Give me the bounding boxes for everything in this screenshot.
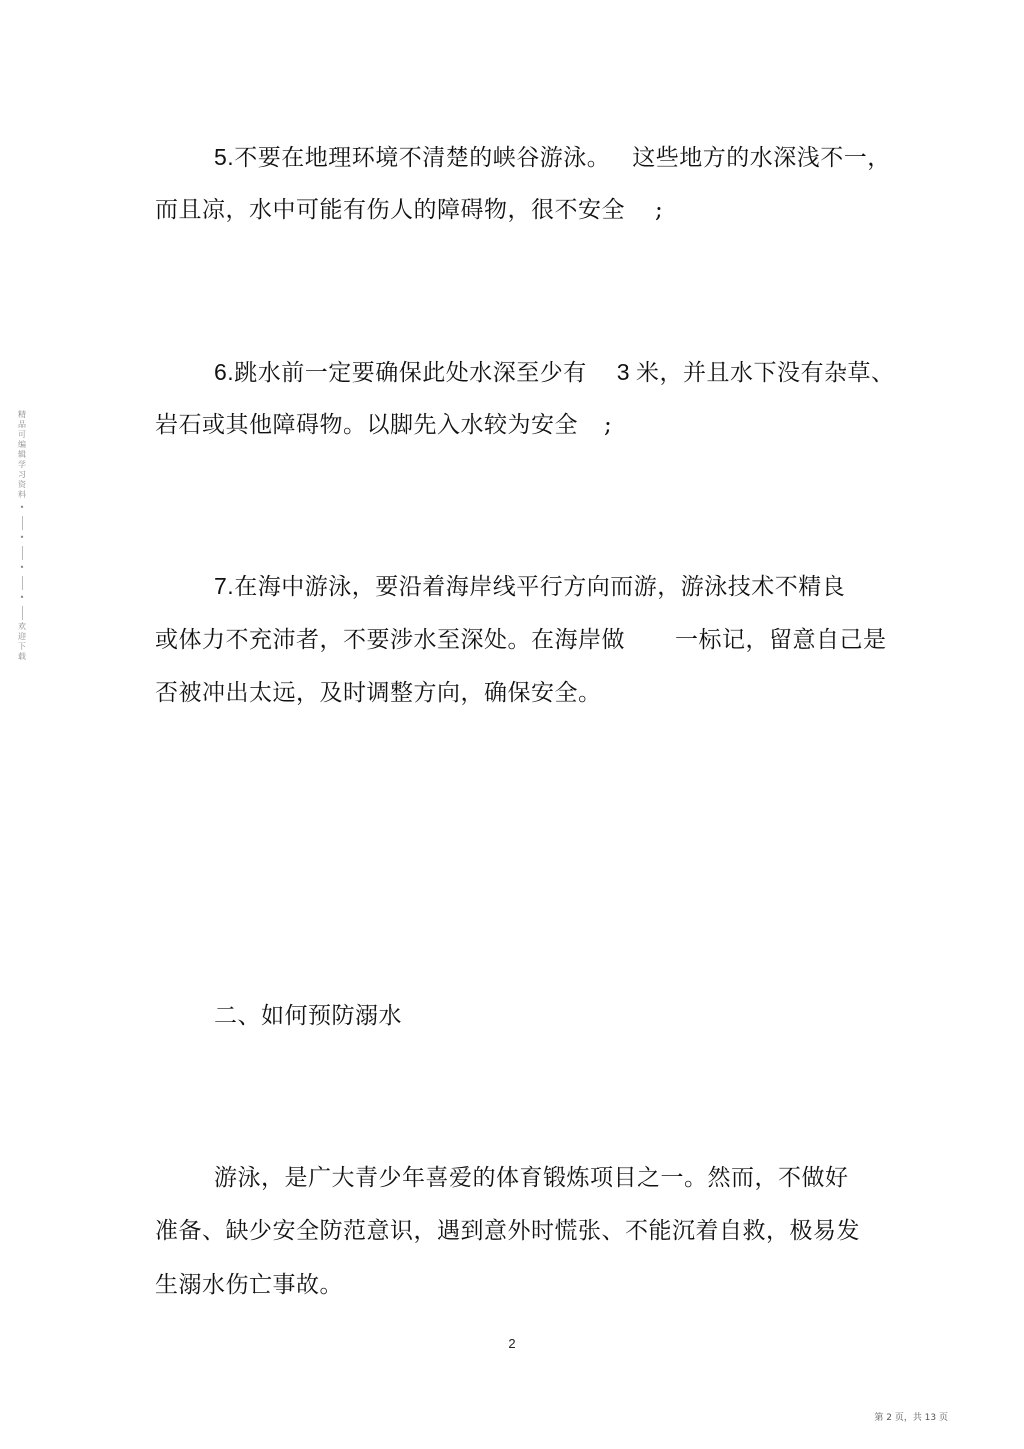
item7-text-b: 或体力不充沛者，不要涉水至深处。在海岸做 — [155, 627, 625, 653]
page-number: 2 — [508, 1336, 516, 1351]
margin-rule — [22, 606, 23, 620]
item6-depth: 3 — [616, 359, 630, 385]
item6-line1 — [214, 357, 894, 388]
item6-text-c: 岩石或其他障碍物。以脚先入水较为安全 — [155, 412, 578, 438]
margin-note-top: 精品可编辑学习资料 — [18, 410, 26, 499]
margin-rule — [22, 546, 23, 560]
para-line3: 生溺水伤亡事故。 — [155, 1272, 343, 1298]
margin-dot: • — [19, 533, 25, 542]
item6-semicolon: ; — [604, 412, 613, 438]
item7-number: 7. — [214, 573, 235, 599]
item6-number: 6. — [214, 359, 235, 385]
item6-text-b: 米，并且水下没有杂草、 — [635, 360, 895, 386]
margin-rule — [22, 516, 23, 530]
item5-text-a: 不要在地理环境不清楚的峡谷游泳。 — [234, 145, 611, 171]
margin-note — [16, 410, 28, 662]
item5-line2 — [155, 195, 663, 225]
margin-rule — [22, 576, 23, 590]
item5-text-c: 而且凉，水中可能有伤人的障碍物，很不安全 — [155, 197, 625, 223]
item7-text-d: 否被冲出太远，及时调整方向，确保安全。 — [155, 680, 602, 706]
item7-line1 — [214, 571, 845, 602]
item5-number: 5. — [214, 144, 235, 170]
item5-text-b: 这些地方的水深浅不一， — [632, 145, 891, 171]
item7-text-c: 一标记，留意自己是 — [675, 627, 887, 653]
para-line2: 准备、缺少安全防范意识，遇到意外时慌张、不能沉着自救，极易发 — [155, 1218, 860, 1244]
item7-line3 — [155, 678, 602, 708]
item5-line1 — [214, 142, 891, 173]
margin-dot: • — [19, 563, 25, 572]
para-line1: 游泳，是广大青少年喜爱的体育锻炼项目之一。然而，不做好 — [214, 1165, 849, 1191]
margin-note-bottom: 欢迎下载 — [18, 622, 26, 661]
item6-text-a: 跳水前一定要确保此处水深至少有 — [234, 360, 587, 386]
item7-text-a: 在海中游泳，要沿着海岸线平行方向而游，游泳技术不精良 — [234, 574, 846, 600]
margin-dot: • — [19, 593, 25, 602]
item6-line2 — [155, 410, 612, 440]
margin-dot: • — [19, 503, 25, 512]
page-footer: 第 2 页，共 13 页 — [874, 1413, 948, 1423]
item5-semicolon: ; — [655, 197, 664, 223]
item7-line2 — [155, 625, 887, 655]
section-heading: 二、如何预防溺水 — [214, 1003, 402, 1029]
